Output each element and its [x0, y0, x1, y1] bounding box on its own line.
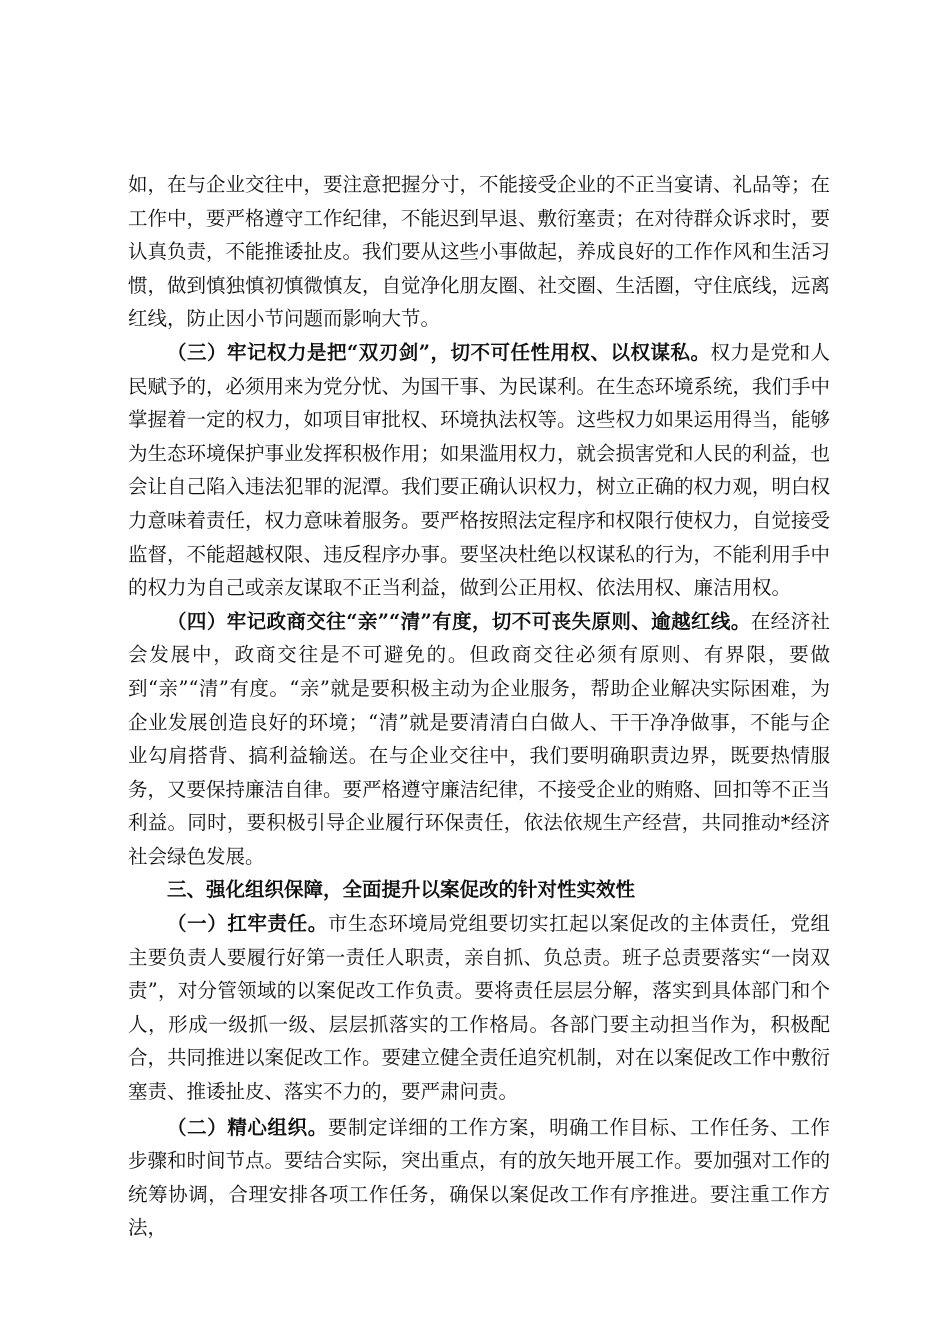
paragraph-3: [128, 605, 830, 874]
paragraph-5: [128, 907, 830, 1109]
paragraph-6-heading: （二）精心组织。: [167, 1115, 328, 1139]
paragraph-6: [128, 1111, 830, 1245]
document-body: [128, 168, 830, 1245]
paragraph-5-text: 市生态环境局党组要切实扛起以案促改的主体责任，党组主要负责人要履行好第一责任人职责，亲自抓、负总责。班子总责要落实“一岗双责”，对分管领域的以案促改工作负责。要将责任层层分解，落实到具体部门和个人，形成一级抓一级、层层抓落实的工作格局。各部门要主动担当作为，积极配合，共同推进以案促改工作。要建立健全责任追究机制，对在以案促改工作中敷衍塞责、推诿扯皮、落实不力的，要严肃问责。: [128, 912, 831, 1104]
paragraph-2: [128, 336, 830, 605]
paragraph-1: [128, 168, 830, 336]
paragraph-3-text: 在经济社会发展中，政商交往是不可避免的。但政商交往必须有原则、有界限，要做到“亲”“清”有度。“亲”就是要积极主动为企业服务，帮助企业解决实际困难，为企业发展创造良好的环境；“清”就是要清清白白做人、干干净净做事，不能与企业勾肩搭背、搞利益输送。在与企业交往中，我们要明确职责边界，既要热情服务，又要保持廉洁自律。要严格遵守廉洁纪律，不接受企业的贿赂、回扣等不正当利益。同时，要积极引导企业履行环保责任，依法依规生产经营，共同推动*经济社会绿色发展。: [128, 609, 831, 868]
section-heading: [128, 873, 830, 907]
paragraph-1-text: 如，在与企业交往中，要注意把握分寸，不能接受企业的不正当宴请、礼品等；在工作中，要严格遵守工作纪律，不能迟到早退、敷衍塞责；在对待群众诉求时，要认真负责，不能推诿扯皮。我们要从这些小事做起，养成良好的工作作风和生活习惯，做到慎独慎初慎微慎友，自觉净化朋友圈、社交圈、生活圈，守住底线，远离红线，防止因小节问题而影响大节。: [128, 173, 831, 331]
section-heading-text: 三、强化组织保障，全面提升以案促改的针对性实效性: [167, 878, 636, 902]
paragraph-3-heading: （四）牢记政商交往“亲”“清”有度，切不可丧失原则、逾越红线。: [167, 609, 751, 633]
paragraph-5-heading: （一）扛牢责任。: [167, 912, 328, 936]
paragraph-6-text: 要制定详细的工作方案，明确工作目标、工作任务、工作步骤和时间节点。要结合实际，突出重点，有的放矢地开展工作。要加强对工作的统筹协调，合理安排各项工作任务，确保以案促改工作有序推进。要注重工作方法，: [128, 1115, 831, 1240]
paragraph-2-heading: （三）牢记权力是把“双刃剑”，切不可任性用权、以权谋私。: [167, 340, 711, 364]
paragraph-2-text: 权力是党和人民赋予的，必须用来为党分忧、为国干事、为民谋利。在生态环境系统，我们手中掌握着一定的权力，如项目审批权、环境执法权等。这些权力如果运用得当，能够为生态环境保护事业发挥积极作用；如果滥用权力，就会损害党和人民的利益，也会让自己陷入违法犯罪的泥潭。我们要正确认识权力，树立正确的权力观，明白权力意味着责任，权力意味着服务。要严格按照法定程序和权限行使权力，自觉接受监督，不能超越权限、违反程序办事。要坚决杜绝以权谋私的行为，不能利用手中的权力为自己或亲友谋取不正当利益，做到公正用权、依法用权、廉洁用权。: [128, 340, 831, 600]
